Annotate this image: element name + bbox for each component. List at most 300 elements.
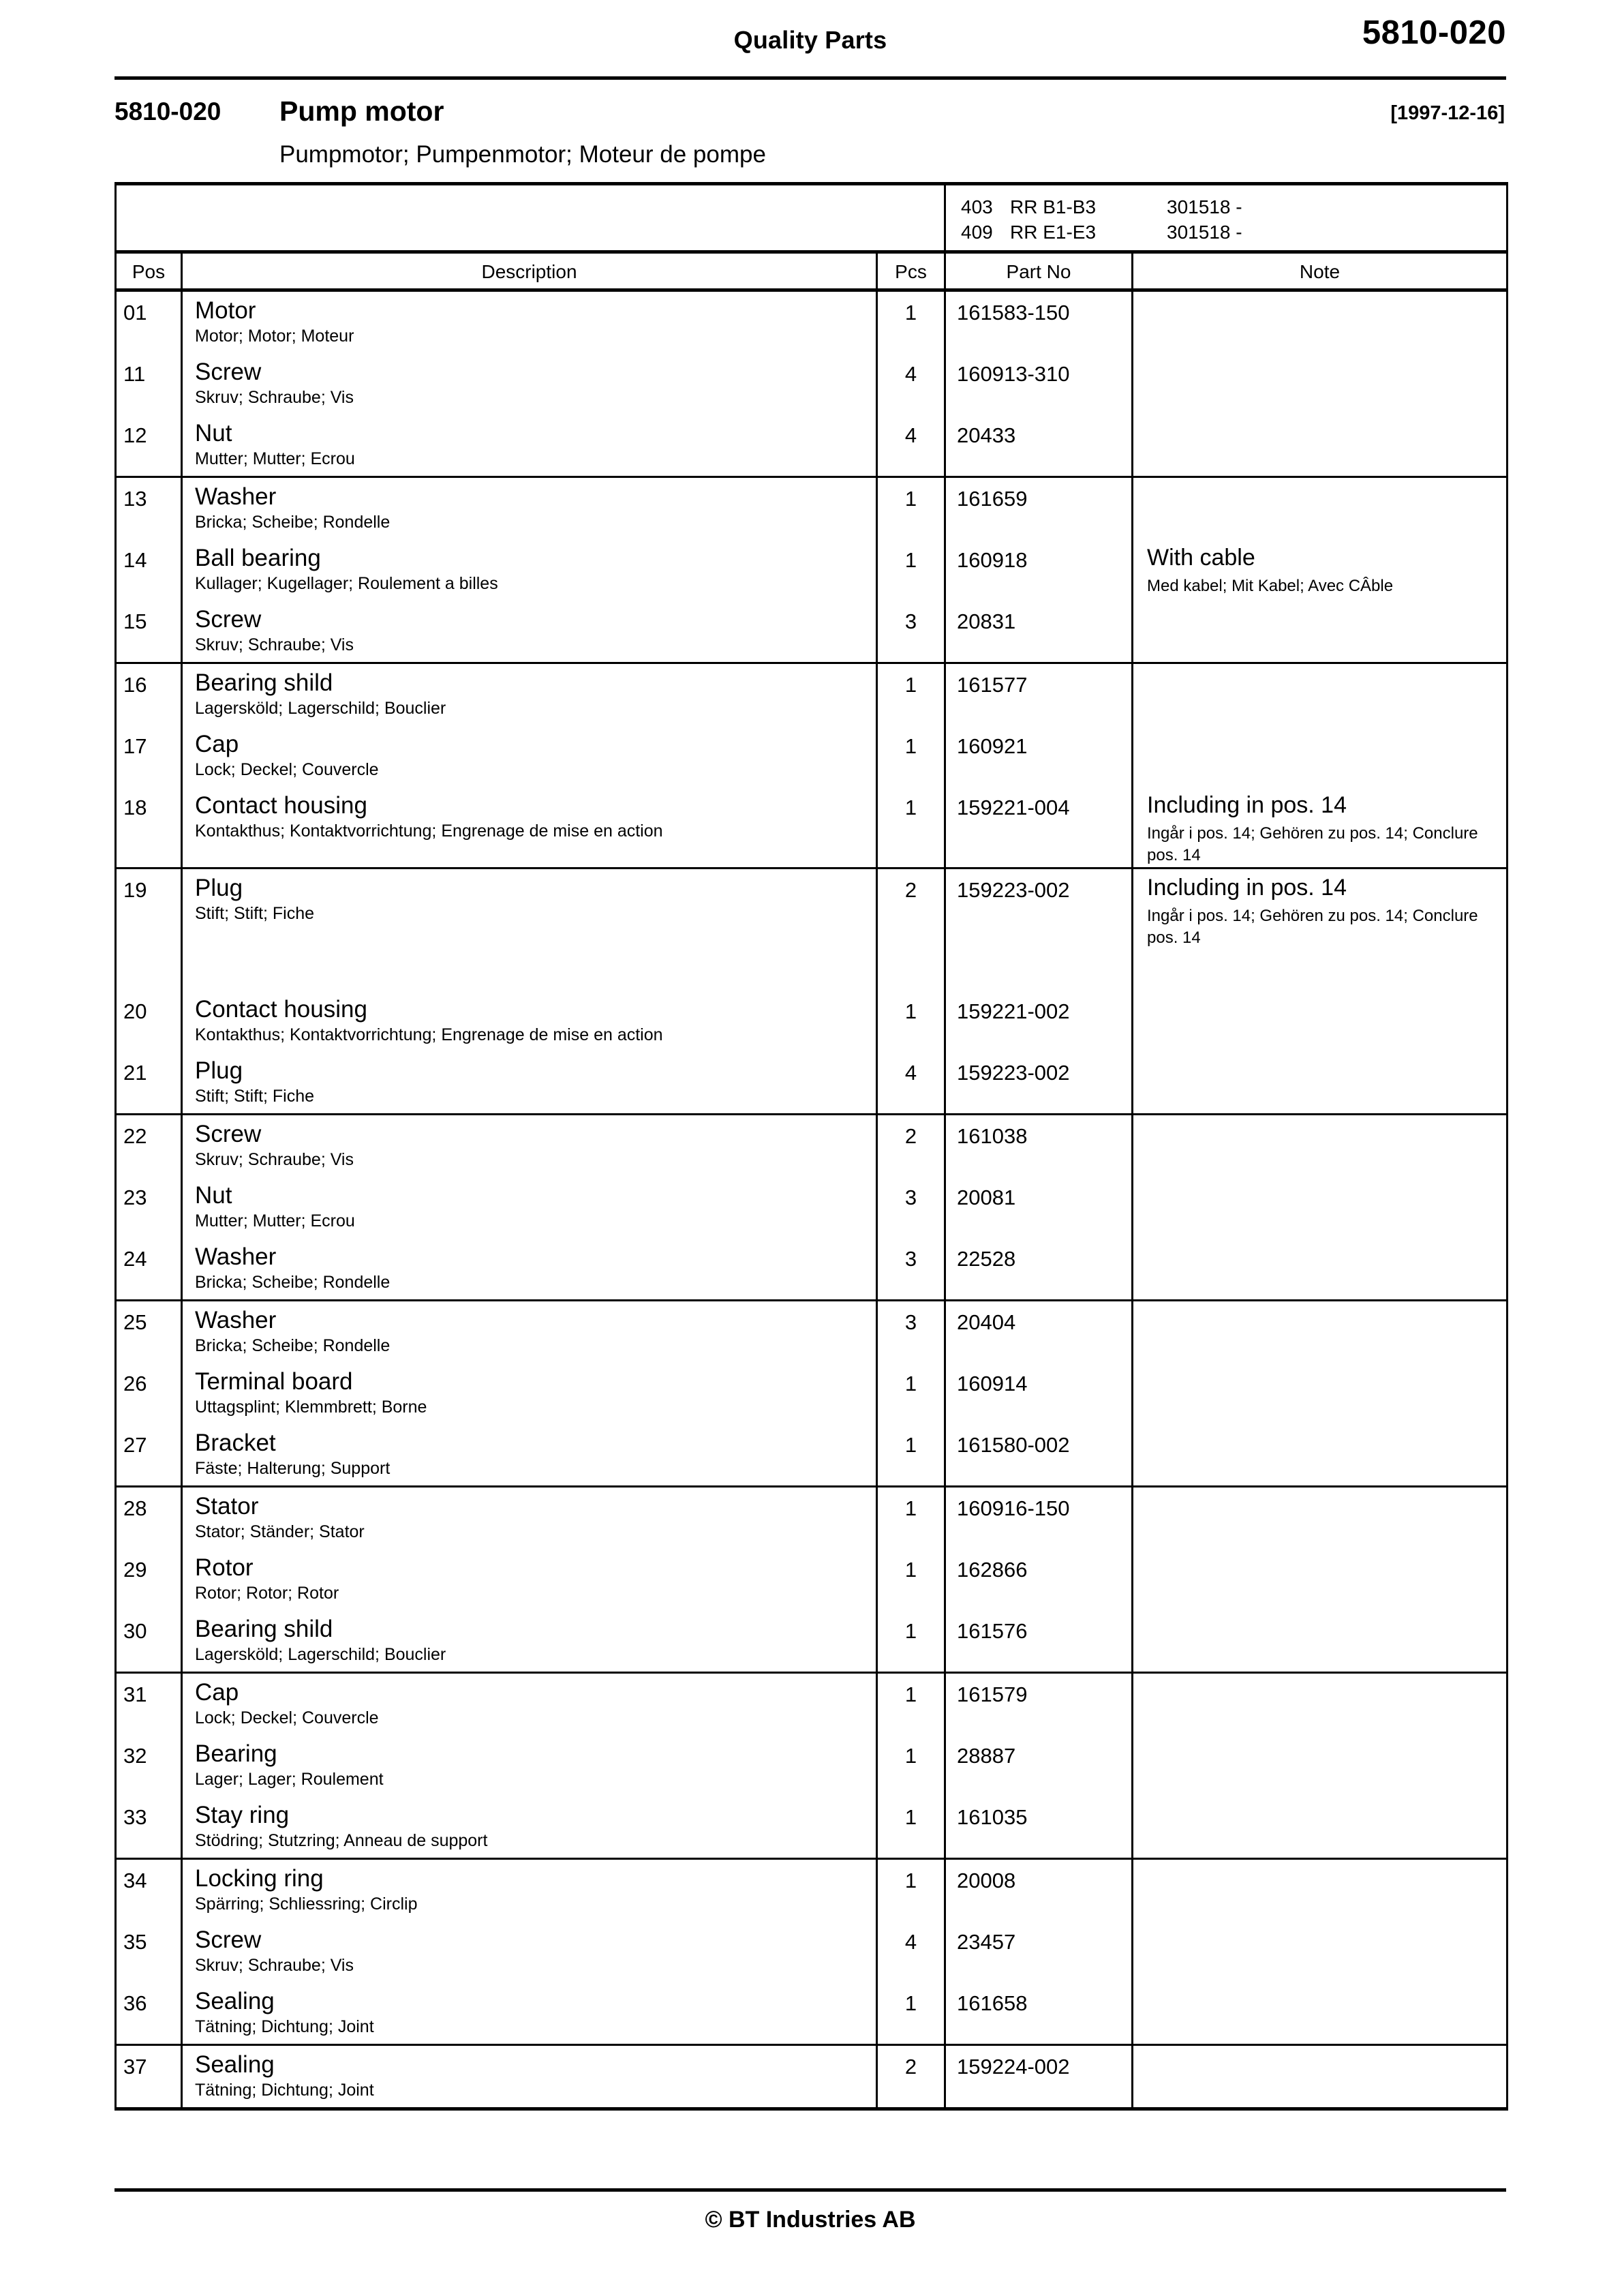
row-description [183,1610,876,1672]
row-part-name-translations: Lagersköld; Lagerschild; Bouclier [195,699,446,718]
group-description-column [182,1672,877,1858]
table-row [117,1674,181,1735]
table-row [117,1487,181,1549]
row-part-no-cell [946,869,1131,991]
row-part-name: Contact housing [195,995,367,1023]
row-part-name: Sealing [195,2051,275,2078]
table-row-group [116,663,1508,868]
table-row [117,1921,181,1982]
group-description-column [182,477,877,663]
row-part-no-cell [946,1115,1131,1177]
row-part-no: 20433 [957,423,1016,447]
group-part-no-column [945,2044,1133,2109]
model-header-codes [945,184,1508,252]
row-part-name-translations: Tätning; Dichtung; Joint [195,2016,374,2036]
row-part-no: 28887 [957,1743,1016,1768]
row-pcs: 1 [904,999,917,1023]
row-part-no-cell [946,1982,1131,2044]
row-pos: 13 [123,487,147,511]
group-part-no-column [945,868,1133,1114]
table-row [117,1115,181,1177]
row-part-no-cell [946,664,1131,725]
group-pcs-column [877,290,945,477]
row-part-name-translations: Motor; Motor; Moteur [195,327,354,346]
row-part-no-cell [946,991,1131,1052]
row-note-translations: Ingår i pos. 14; Gehören zu pos. 14; Conclure pos. 14 [1147,824,1478,865]
document-page [114,0,1506,2296]
row-part-name-translations: Kontakthus; Kontaktvorrichtung; Engrenage de mise en action [195,1025,663,1044]
group-pos-column [116,2044,182,2109]
row-pcs: 1 [904,1682,917,1706]
row-pcs-cell [878,539,944,601]
column-header-note: Note [1133,252,1508,290]
table-row [117,1238,181,1299]
row-part-name: Nut [195,420,232,447]
row-part-name-translations: Bricka; Scheibe; Rondelle [195,1272,391,1292]
row-pos: 34 [123,1868,147,1892]
note-spacer [1133,478,1506,539]
row-part-name: Screw [195,1926,262,1953]
group-description-column [182,663,877,868]
row-pos: 16 [123,673,147,697]
row-pcs: 1 [904,1432,917,1457]
group-part-no-column [945,1486,1133,1672]
row-description [183,478,876,539]
group-pcs-column [877,1300,945,1486]
row-pcs: 2 [904,2054,917,2079]
row-description [183,1177,876,1238]
row-pos: 27 [123,1432,147,1457]
row-note-translations: Med kabel; Mit Kabel; Avec CÂble [1147,577,1394,595]
row-description [183,1487,876,1549]
table-row-group [116,1300,1508,1486]
table-row [117,1796,181,1858]
row-part-no: 20081 [957,1185,1016,1209]
row-part-name: Rotor [195,1554,254,1581]
column-header-part-no: Part No [945,252,1133,290]
note-spacer [1133,725,1506,787]
row-pcs: 3 [904,1246,917,1271]
row-pcs-cell [878,1052,944,1113]
row-part-no: 23457 [957,1929,1016,1954]
row-pcs: 1 [904,673,917,697]
row-part-name: Ball bearing [195,545,321,571]
row-pcs: 1 [904,734,917,758]
row-pcs: 4 [904,423,917,447]
table-row [117,869,181,991]
row-description [183,1115,876,1177]
group-description-column [182,1486,877,1672]
row-part-name-translations: Stator; Ständer; Stator [195,1522,365,1541]
row-pcs-cell [878,292,944,353]
row-pcs: 1 [904,796,917,819]
table-row [117,725,181,787]
row-note-translations: Ingår i pos. 14; Gehören zu pos. 14; Conclure pos. 14 [1147,906,1478,948]
group-part-no-column [945,1672,1133,1858]
row-part-name: Washer [195,1306,277,1333]
row-pcs: 1 [904,487,917,511]
row-description [183,601,876,662]
row-pos: 17 [123,734,147,758]
row-description [183,1424,876,1485]
row-part-name-translations: Mutter; Mutter; Ecrou [195,1211,355,1230]
row-pos: 25 [123,1310,147,1334]
row-pcs: 1 [904,1618,917,1643]
group-description-column [182,1858,877,2044]
model-number: 403 [961,196,993,217]
group-note-column [1133,1672,1508,1858]
row-pos: 20 [123,999,147,1023]
row-pcs-cell [878,1921,944,1982]
row-pcs-cell [878,869,944,991]
parts-table [114,182,1508,2111]
row-part-name-translations: Lock; Deckel; Couvercle [195,1708,379,1727]
row-part-no: 161658 [957,1991,1028,2015]
row-part-no: 159223-002 [957,1060,1070,1085]
row-part-no: 159221-004 [957,796,1070,819]
revision-date: [1997-12-16] [1390,102,1505,124]
row-description [183,664,876,725]
page-title: Pump motor [279,95,444,127]
row-pos: 01 [123,301,147,324]
group-pos-column [116,1486,182,1672]
row-pos: 12 [123,423,147,447]
row-part-no-cell [946,1921,1131,1982]
group-part-no-column [945,1300,1133,1486]
row-note [1133,539,1506,597]
row-part-no: 161038 [957,1123,1028,1148]
row-description [183,1238,876,1299]
group-note-column [1133,1486,1508,1672]
row-part-no: 160913-310 [957,362,1070,386]
row-part-name-translations: Spärring; Schliessring; Circlip [195,1894,418,1914]
model-name: RR E1-E3 [1010,222,1097,243]
page-footer [114,2188,1506,2233]
row-description [183,1796,876,1858]
row-pos: 21 [123,1060,147,1085]
row-pos: 28 [123,1496,147,1520]
model-header-blank [116,184,945,252]
table-row [117,601,181,662]
row-pcs: 1 [904,301,917,324]
group-part-no-column [945,1858,1133,2044]
row-pcs-cell [878,1860,944,1921]
row-pcs: 1 [904,548,917,572]
row-part-name: Plug [195,874,243,901]
row-note-heading: Including in pos. 14 [1147,874,1347,901]
group-part-no-column [945,1114,1133,1300]
row-part-no-cell [946,1549,1131,1610]
row-pcs: 4 [904,1929,917,1954]
row-pcs-cell [878,2046,944,2107]
row-part-no: 161576 [957,1618,1028,1643]
row-part-name: Sealing [195,1987,275,2014]
row-description [183,1860,876,1921]
row-part-name-translations: Lager; Lager; Roulement [195,1769,384,1789]
row-pcs: 1 [904,1991,917,2015]
row-pos: 14 [123,548,147,572]
table-row [117,1363,181,1424]
group-description-column [182,1114,877,1300]
row-pcs: 1 [904,1743,917,1768]
row-part-no-cell [946,539,1131,601]
group-pos-column [116,1300,182,1486]
row-pos: 23 [123,1185,147,1209]
group-pcs-column [877,1486,945,1672]
row-part-no: 159221-002 [957,999,1070,1023]
table-row [117,478,181,539]
model-name: RR B1-B3 [1010,196,1097,217]
row-part-no: 20831 [957,609,1016,633]
row-part-name: Locking ring [195,1864,324,1892]
row-pcs-cell [878,414,944,476]
table-row [117,353,181,414]
row-part-name: Terminal board [195,1368,353,1395]
row-part-name: Bracket [195,1429,276,1456]
group-pcs-column [877,477,945,663]
row-part-name-translations: Skruv; Schraube; Vis [195,1955,354,1975]
group-pos-column [116,477,182,663]
row-description [183,353,876,414]
row-part-name-translations: Tätning; Dichtung; Joint [195,2080,374,2100]
row-part-no: 159223-002 [957,877,1070,902]
table-row [117,1610,181,1672]
note-spacer [1133,664,1506,725]
row-part-name: Contact housing [195,792,367,819]
row-part-no-cell [946,725,1131,787]
table-row [117,1860,181,1921]
row-pos: 26 [123,1371,147,1395]
row-note-heading: With cable [1147,545,1255,571]
group-pcs-column [877,2044,945,2109]
group-pcs-column [877,1858,945,2044]
table-row [117,787,181,848]
row-pos: 24 [123,1246,147,1271]
row-pcs-cell [878,601,944,662]
table-row [117,1735,181,1796]
table-row [117,664,181,725]
row-part-name: Screw [195,1120,262,1147]
row-pcs-cell [878,664,944,725]
row-part-name-translations: Bricka; Scheibe; Rondelle [195,1335,391,1355]
row-pcs-cell [878,1796,944,1858]
row-pcs-cell [878,1610,944,1672]
row-part-name: Stator [195,1492,259,1520]
table-row [117,1052,181,1113]
group-pos-column [116,868,182,1114]
row-description [183,1301,876,1363]
row-description [183,1549,876,1610]
row-part-no: 161583-150 [957,301,1070,324]
row-description [183,869,876,991]
row-part-no-cell [946,478,1131,539]
group-pos-column [116,1672,182,1858]
row-pos: 11 [123,362,146,386]
row-part-no: 160921 [957,734,1028,758]
row-part-name-translations: Lock; Deckel; Couvercle [195,760,379,779]
row-description [183,991,876,1052]
row-description [183,1052,876,1113]
row-part-no-cell [946,353,1131,414]
row-pcs: 4 [904,1060,917,1085]
row-pcs-cell [878,1301,944,1363]
row-part-no-cell [946,1860,1131,1921]
row-part-name-translations: Lagersköld; Lagerschild; Bouclier [195,1644,446,1664]
row-pcs-cell [878,478,944,539]
group-description-column [182,868,877,1114]
row-pos: 36 [123,1991,147,2015]
row-pcs: 1 [904,1496,917,1520]
row-part-no: 162866 [957,1557,1028,1582]
row-part-no: 160916-150 [957,1496,1070,1520]
row-description [183,292,876,353]
row-description [183,1735,876,1796]
model-serial-range: 301518 - [1167,222,1242,243]
row-pos: 30 [123,1618,147,1643]
group-note-column [1133,663,1508,868]
model-line [961,194,1506,220]
column-header-row [116,252,1508,290]
row-part-no-cell [946,1674,1131,1735]
group-note-column [1133,477,1508,663]
row-pos: 19 [123,877,147,902]
row-pcs: 1 [904,1804,917,1829]
table-row [117,1549,181,1610]
row-part-name-translations: Fäste; Halterung; Support [195,1458,391,1478]
row-part-no: 159224-002 [957,2054,1070,2079]
group-part-no-column [945,290,1133,477]
row-pos: 22 [123,1123,147,1148]
table-row [117,539,181,601]
running-head-title: Quality Parts [733,26,887,54]
row-part-name: Bearing shild [195,1615,333,1642]
row-part-name: Nut [195,1181,232,1209]
row-part-no-cell [946,1610,1131,1672]
table-row-group [116,1858,1508,2044]
row-part-no-cell [946,1363,1131,1424]
column-header-description: Description [182,252,877,290]
row-pcs-cell [878,1177,944,1238]
row-pos: 18 [123,796,147,819]
row-part-no-cell [946,292,1131,353]
table-row [117,2046,181,2107]
row-part-no-cell [946,1796,1131,1858]
table-row [117,1982,181,2044]
row-part-name: Bearing [195,1740,277,1767]
row-pos: 31 [123,1682,147,1706]
row-description [183,539,876,601]
row-description [183,414,876,476]
row-part-no-cell [946,1238,1131,1299]
row-part-name-translations: Kontakthus; Kontaktvorrichtung; Engrenage de mise en action [195,821,663,841]
row-pcs-cell [878,725,944,787]
row-description [183,1363,876,1424]
row-part-no-cell [946,1052,1131,1113]
row-pcs-cell [878,1487,944,1549]
row-part-no: 161580-002 [957,1432,1070,1457]
row-pcs: 2 [904,1123,917,1148]
row-part-name: Washer [195,1243,277,1270]
row-pcs-cell [878,1549,944,1610]
row-pcs: 2 [904,877,917,902]
row-part-no-cell [946,1735,1131,1796]
row-pcs-cell [878,1674,944,1735]
table-row-group [116,477,1508,663]
row-pcs-cell [878,1735,944,1796]
row-part-name: Motor [195,297,256,324]
table-row [117,414,181,476]
row-part-name-translations: Uttagsplint; Klemmbrett; Borne [195,1397,427,1417]
row-pos: 37 [123,2054,147,2079]
row-part-name-translations: Skruv; Schraube; Vis [195,1149,354,1169]
group-pcs-column [877,868,945,1114]
group-part-no-column [945,663,1133,868]
row-part-no: 160914 [957,1371,1028,1395]
row-part-no: 160918 [957,548,1028,572]
table-row-group [116,1486,1508,1672]
row-description [183,787,876,848]
row-description [183,725,876,787]
column-header-pcs: Pcs [877,252,945,290]
row-pcs: 4 [904,362,917,386]
row-part-name-translations: Kullager; Kugellager; Roulement a billes [195,574,498,593]
row-pcs: 1 [904,1557,917,1582]
row-part-name-translations: Bricka; Scheibe; Rondelle [195,513,391,532]
group-pos-column [116,1858,182,2044]
row-part-name-translations: Skruv; Schraube; Vis [195,388,354,407]
table-row [117,1424,181,1485]
row-pcs: 3 [904,609,917,633]
row-description [183,1921,876,1982]
row-part-no: 161659 [957,487,1028,511]
row-pcs-cell [878,787,944,848]
row-pcs: 1 [904,1868,917,1892]
group-description-column [182,1300,877,1486]
group-part-no-column [945,477,1133,663]
row-part-no-cell [946,787,1131,848]
row-part-name: Stay ring [195,1801,290,1828]
row-part-name-translations: Stift; Stift; Fiche [195,903,315,923]
row-description [183,2046,876,2107]
table-row-group [116,1672,1508,1858]
model-header-row [116,184,1508,252]
column-header-pos: Pos [116,252,182,290]
group-note-column [1133,2044,1508,2109]
row-part-no-cell [946,1424,1131,1485]
row-part-no: 20404 [957,1310,1016,1334]
model-line [961,220,1506,245]
row-pcs-cell [878,1982,944,2044]
row-part-name: Washer [195,483,277,510]
row-pcs: 1 [904,1371,917,1395]
row-pcs: 3 [904,1185,917,1209]
group-description-column [182,290,877,477]
copyright-notice: © BT Industries AB [705,2207,916,2233]
row-part-no: 161579 [957,1682,1028,1706]
row-part-name-translations: Mutter; Mutter; Ecrou [195,449,355,468]
row-pos: 33 [123,1804,147,1829]
table-row-group [116,2044,1508,2109]
section-code: 5810-020 [114,97,221,125]
row-pcs: 3 [904,1310,917,1334]
running-head [114,0,1506,76]
group-note-column [1133,1858,1508,2044]
group-note-column [1133,290,1508,477]
row-pcs-cell [878,1424,944,1485]
table-row [117,1177,181,1238]
row-pcs-cell [878,991,944,1052]
row-part-name: Bearing shild [195,669,333,696]
